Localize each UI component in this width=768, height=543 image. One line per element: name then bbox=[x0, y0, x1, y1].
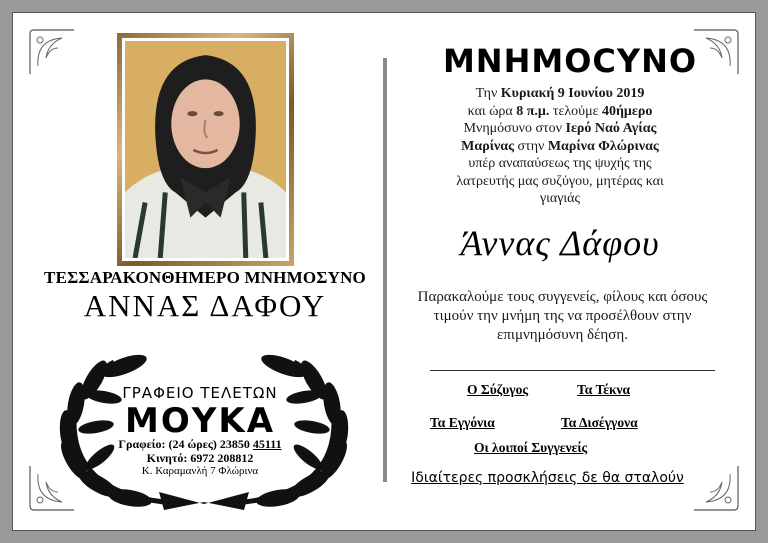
memorial-subtitle: ΤΕΣΣΑΡΑΚΟΝΘΗΜΕΡΟ ΜΝΗΜΟΣΥΝΟ bbox=[44, 268, 366, 287]
funeral-home-mobile: Κινητό: 6972 208812 bbox=[146, 451, 254, 465]
signature-relatives: Οι λοιποί Συγγενείς bbox=[474, 440, 588, 455]
corner-ornament-icon bbox=[28, 28, 76, 76]
deceased-name: Άννας Δάφου bbox=[460, 223, 660, 263]
notice-title: ΜΝΗΜΟCYNO bbox=[442, 42, 698, 80]
portrait-frame bbox=[117, 33, 294, 266]
funeral-home-address: Κ. Καραμανλή 7 Φλώρινα bbox=[141, 465, 259, 477]
signature-rule bbox=[430, 370, 715, 371]
funeral-home-label: ΓΡΑΦΕΙΟ ΤΕΛΕΤΩΝ bbox=[122, 384, 278, 402]
phone-suffix: 45111 bbox=[252, 437, 282, 451]
signature-grandchildren: Τα Εγγόνια bbox=[430, 415, 495, 430]
signature-great-grandchildren: Τα Δισέγγονα bbox=[561, 415, 638, 430]
portrait-photo bbox=[125, 41, 286, 258]
deceased-name-caps: ΑΝΝΑΣ ΔΑΦΟΥ bbox=[83, 288, 327, 323]
phone-label: Γραφείο: (24 ώρες) 23850 bbox=[118, 437, 250, 451]
invitation-paragraph: Παρακαλούμε τους συγγενείς, φίλους και όσους τιμούν την μνήμη της να προσέλθουν στην επιμνημόσυνη δέηση. bbox=[417, 289, 708, 343]
footer-note: Ιδιαίτερες προσκλήσεις δε θα σταλούν bbox=[411, 470, 684, 486]
funeral-home-name: ΜΟΥΚΑ bbox=[124, 401, 276, 441]
notice-body: Την Κυριακή 9 Ιουνίου 2019 και ώρα 8 π.μ. τελούμε 40ήμερο Μνημόσυνο στον Ιερό Ναό Αγίας Μαρίνας στην Μαρίνα Φλώρινας υπέρ αναπαύσεως της ψυχής της λατρευτής μας συζύγου, μητέρας και γιαγιάς bbox=[456, 86, 664, 206]
vertical-divider bbox=[383, 58, 387, 482]
signature-spouse: Ο Σύζυγος bbox=[467, 382, 529, 397]
signature-children: Τα Τέκνα bbox=[577, 382, 631, 397]
funeral-home-phone bbox=[100, 437, 300, 452]
